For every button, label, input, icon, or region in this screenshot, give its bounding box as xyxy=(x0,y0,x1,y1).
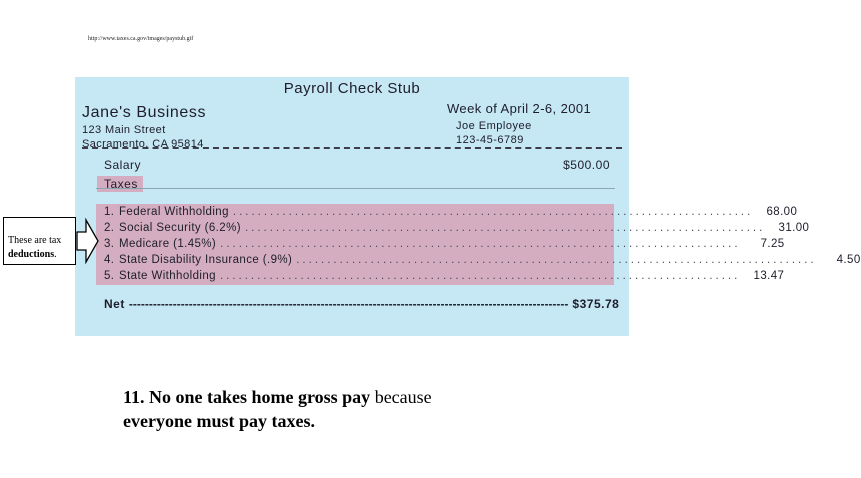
header-divider xyxy=(82,147,622,149)
deduction-row xyxy=(104,236,785,252)
deduction-row xyxy=(104,204,798,220)
deduction-amount: 13.47 xyxy=(753,270,785,282)
deduction-amount: 68.00 xyxy=(766,206,798,218)
callout-box xyxy=(3,217,76,265)
source-url: http://www.taxes.ca.gov/images/paystub.gif xyxy=(88,36,194,42)
net-label: Net xyxy=(104,297,125,311)
caption-text: because xyxy=(370,387,432,407)
dot-leader: .................................................................................... xyxy=(220,238,741,250)
callout-line-1: These are tax xyxy=(8,235,62,246)
employee-ssn: 123-45-6789 xyxy=(456,134,524,146)
callout-line-2 xyxy=(8,248,75,262)
taxes-divider xyxy=(96,188,615,189)
business-name: Jane's Business xyxy=(82,104,207,121)
deduction-number: 1. xyxy=(104,206,115,218)
taxes-label: Taxes xyxy=(97,176,143,192)
deduction-amount: 31.00 xyxy=(778,222,810,234)
dot-leader: .................................................................................... xyxy=(219,270,741,282)
employee-info xyxy=(456,119,532,147)
callout-punctuation: . xyxy=(54,249,57,260)
deduction-amount: 7.25 xyxy=(760,238,785,250)
dot-leader: .................................................................................... xyxy=(232,206,754,218)
dot-leader: .................................................................................... xyxy=(244,222,766,234)
paystub xyxy=(75,77,861,336)
deduction-label: Social Security (6.2%) xyxy=(119,222,241,234)
deduction-number: 3. xyxy=(104,238,115,250)
deduction-number: 4. xyxy=(104,254,115,266)
callout-emphasis: deductions xyxy=(8,249,55,260)
deduction-label: State Withholding xyxy=(119,270,216,282)
deduction-row xyxy=(104,220,810,236)
deduction-row xyxy=(104,268,785,284)
deduction-label: Federal Withholding xyxy=(119,206,229,218)
deduction-number: 5. xyxy=(104,270,115,282)
address-line-1: 123 Main Street xyxy=(82,124,166,136)
caption-emphasis: 11. No one takes home gross pay xyxy=(123,387,371,407)
address-line-2: Sacramento, CA 95814 xyxy=(82,138,204,150)
caption-line-2 xyxy=(123,409,432,433)
deduction-number: 2. xyxy=(104,222,115,234)
caption-line-1 xyxy=(123,385,432,409)
pay-period: Week of April 2-6, 2001 xyxy=(447,101,592,116)
deductions-block xyxy=(96,204,861,285)
deduction-label: Medicare (1.45%) xyxy=(119,238,217,250)
caption xyxy=(123,385,432,433)
stub-title: Payroll Check Stub xyxy=(283,80,421,97)
net-value: $375.78 xyxy=(572,297,620,311)
net-row xyxy=(104,297,620,311)
deduction-label: State Disability Insurance (.9%) xyxy=(119,254,293,266)
dot-leader: .................................................................................... xyxy=(296,254,817,266)
deduction-amount: 4.50 xyxy=(836,254,861,266)
salary-label: Salary xyxy=(104,158,142,172)
right-arrow-icon xyxy=(77,217,99,265)
salary-value: $500.00 xyxy=(563,158,610,172)
dash-leader: -------------------------------------------------------------------------------------------------------------- xyxy=(128,297,569,311)
employee-name: Joe Employee xyxy=(456,120,532,132)
deduction-row xyxy=(104,252,861,268)
caption-emphasis-2: everyone must pay taxes. xyxy=(123,411,315,431)
